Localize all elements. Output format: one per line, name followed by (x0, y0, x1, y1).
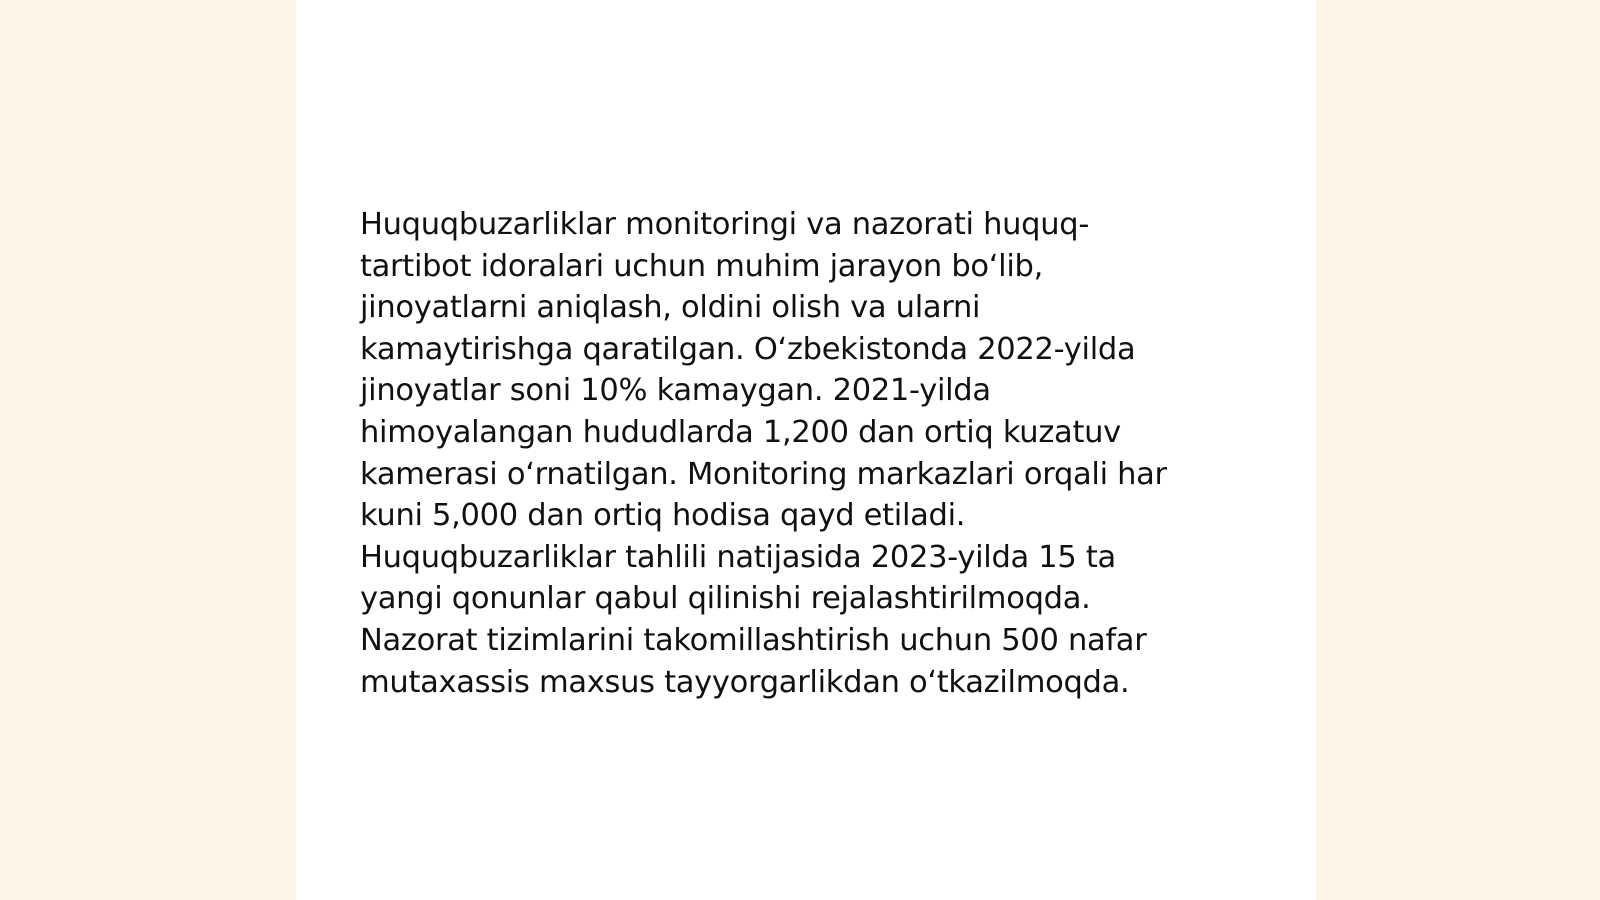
paragraph-line: jinoyatlar soni 10% kamaygan. 2021-yilda (360, 373, 991, 409)
paragraph-line: kamaytirishga qaratilgan. Oʻzbekistonda 2022-yilda (360, 331, 1136, 367)
paragraph-line: jinoyatlarni aniqlash, oldini olish va ularni (360, 290, 981, 326)
paragraph-line: Nazorat tizimlarini takomillashtirish uchun 500 nafar (360, 622, 1147, 658)
slide-paragraph (360, 204, 1260, 703)
paragraph-line: Huquqbuzarliklar tahlili natijasida 2023-yilda 15 ta (360, 539, 1116, 575)
left-margin (0, 0, 296, 900)
paragraph-line: kamerasi oʻrnatilgan. Monitoring markazlari orqali har (360, 456, 1167, 492)
paragraph-line: Huquqbuzarliklar monitoringi va nazorati huquq- (360, 207, 1090, 242)
right-margin (1316, 0, 1600, 900)
paragraph-line: himoyalangan hududlarda 1,200 dan ortiq kuzatuv (360, 414, 1121, 450)
slide (296, 0, 1316, 900)
paragraph-line: tartibot idoralari uchun muhim jarayon boʻlib, (360, 248, 1043, 284)
paragraph-line: mutaxassis maxsus tayyorgarlikdan oʻtkazilmoqda. (360, 664, 1130, 700)
paragraph-line: yangi qonunlar qabul qilinishi rejalashtirilmoqda. (360, 581, 1091, 617)
paragraph-line: kuni 5,000 dan ortiq hodisa qayd etiladi. (360, 498, 966, 534)
